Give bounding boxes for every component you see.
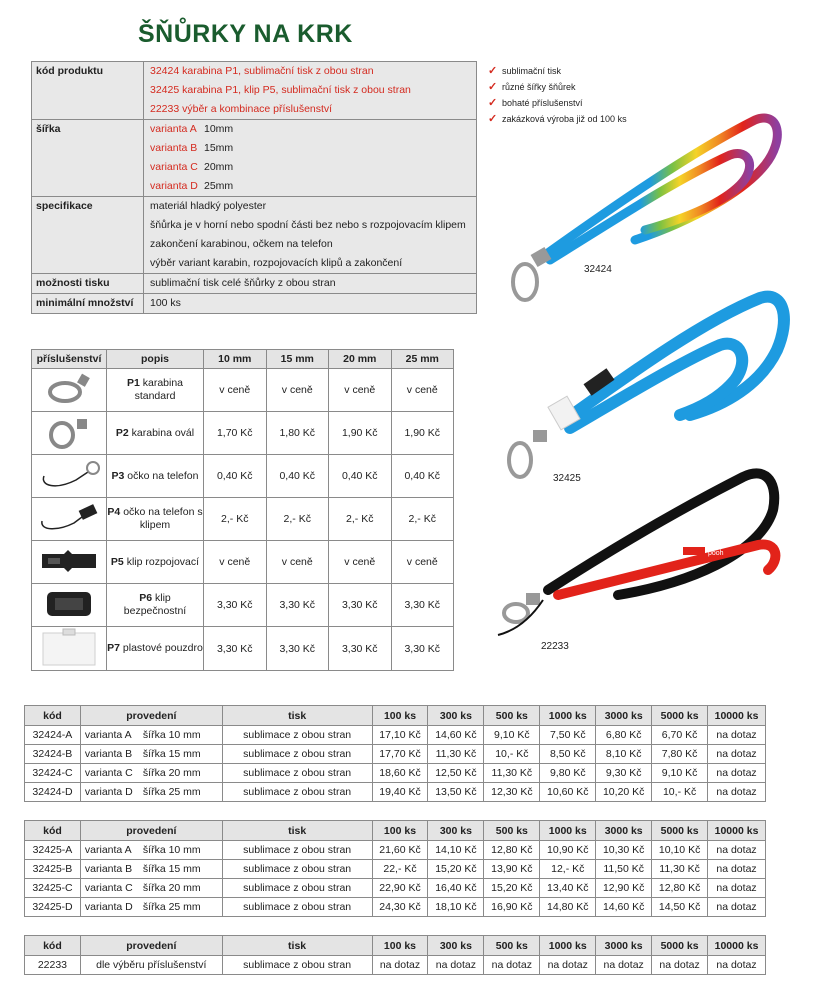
- table-row: [32, 455, 454, 498]
- table-row: [25, 860, 766, 879]
- accessory-image-cell: [32, 455, 107, 498]
- feature-text: sublimační tisk: [502, 66, 562, 76]
- feature-text: zakázková výroba již od 100 ks: [502, 114, 627, 124]
- spec-value: materiál hladký polyester: [150, 200, 267, 212]
- price-cell: 24,30 Kč: [372, 898, 428, 917]
- column-header: 5000 ks: [652, 706, 708, 726]
- price-cell: 11,30 Kč: [652, 860, 708, 879]
- price-cell: na dotaz: [708, 764, 766, 783]
- print-cell: sublimace z obou stran: [222, 879, 372, 898]
- price-cell: 9,30 Kč: [596, 764, 652, 783]
- print-cell: sublimace z obou stran: [222, 898, 372, 917]
- table-row: [25, 726, 766, 745]
- variant-size: 20mm: [204, 161, 234, 173]
- print-cell: sublimace z obou stran: [222, 956, 372, 975]
- column-header: 1000 ks: [540, 936, 596, 956]
- spec-value: 22233 výběr a kombinace příslušenství: [150, 103, 333, 115]
- price-cell: 1,90 Kč: [391, 412, 454, 455]
- price-cell: 14,50 Kč: [652, 898, 708, 917]
- column-header: 500 ks: [484, 706, 540, 726]
- spec-table: [31, 61, 477, 314]
- price-table-32424: [24, 705, 766, 802]
- table-row: [32, 541, 454, 584]
- release-clip-icon: [38, 546, 100, 576]
- price-cell: 0,40 Kč: [204, 455, 267, 498]
- price-cell: 8,50 Kč: [540, 745, 596, 764]
- price-cell: v ceně: [329, 541, 392, 584]
- price-cell: 22,- Kč: [372, 860, 428, 879]
- price-cell: na dotaz: [708, 860, 766, 879]
- price-cell: 15,20 Kč: [484, 879, 540, 898]
- code-cell: 32424-D: [25, 783, 81, 802]
- price-cell: na dotaz: [428, 956, 484, 975]
- price-cell: 14,60 Kč: [428, 726, 484, 745]
- price-cell: 3,30 Kč: [204, 584, 267, 627]
- print-cell: sublimace z obou stran: [222, 745, 372, 764]
- variant-cell: varianta A šířka 10 mm: [80, 726, 222, 745]
- column-header: tisk: [222, 821, 372, 841]
- table-row: [25, 841, 766, 860]
- price-cell: 3,30 Kč: [204, 627, 267, 671]
- column-header: tisk: [222, 706, 372, 726]
- code-cell: 32424-B: [25, 745, 81, 764]
- column-header: příslušenství: [32, 350, 107, 369]
- price-cell: 14,60 Kč: [596, 898, 652, 917]
- spec-value: výběr variant karabin, rozpojovacích klipů a zakončení: [150, 257, 403, 269]
- column-header: 3000 ks: [596, 936, 652, 956]
- variant-name: varianta C: [150, 161, 198, 173]
- checkmark-icon: ✓: [488, 113, 498, 125]
- column-header: 3000 ks: [596, 706, 652, 726]
- accessory-desc: P4 očko na telefon s klipem: [107, 498, 204, 541]
- column-header: 300 ks: [428, 706, 484, 726]
- lanyard-print-text: www.yourcompany.com: [640, 296, 715, 352]
- price-table-22233: [24, 935, 766, 975]
- image-label: 22233: [541, 641, 569, 652]
- variant-cell: varianta D šířka 25 mm: [80, 898, 222, 917]
- accessory-image-cell: [32, 584, 107, 627]
- price-cell: 2,- Kč: [329, 498, 392, 541]
- table-row: [25, 764, 766, 783]
- price-cell: 10,- Kč: [652, 783, 708, 802]
- accessory-desc: P2 karabina ovál: [107, 412, 204, 455]
- price-cell: v ceně: [391, 369, 454, 412]
- spec-row-print: [32, 274, 476, 294]
- spec-row-minimum: [32, 294, 476, 313]
- column-header: 100 ks: [372, 936, 428, 956]
- price-cell: v ceně: [204, 541, 267, 584]
- code-cell: 32424-C: [25, 764, 81, 783]
- feature-item: [488, 79, 627, 95]
- accessory-image-cell: [32, 498, 107, 541]
- feature-item: [488, 95, 627, 111]
- table-header-row: [25, 706, 766, 726]
- price-cell: 17,10 Kč: [372, 726, 428, 745]
- variant-size: 25mm: [204, 180, 234, 192]
- column-header: 5000 ks: [652, 821, 708, 841]
- column-header: 10000 ks: [708, 706, 766, 726]
- table-row: [32, 498, 454, 541]
- column-header: 100 ks: [372, 821, 428, 841]
- price-cell: 6,70 Kč: [652, 726, 708, 745]
- column-header: tisk: [222, 936, 372, 956]
- column-header: 10000 ks: [708, 821, 766, 841]
- image-label: 32425: [553, 473, 581, 484]
- price-cell: 0,40 Kč: [329, 455, 392, 498]
- price-cell: 10,60 Kč: [540, 783, 596, 802]
- image-label: 32424: [584, 264, 612, 275]
- safety-clip-icon: [43, 588, 95, 620]
- feature-text: bohaté příslušenství: [502, 98, 583, 108]
- print-cell: sublimace z obou stran: [222, 841, 372, 860]
- accessories-table: [31, 349, 454, 671]
- price-cell: 9,10 Kč: [484, 726, 540, 745]
- spec-row-specification: [32, 197, 476, 274]
- column-header: 1000 ks: [540, 706, 596, 726]
- price-cell: 15,20 Kč: [428, 860, 484, 879]
- print-cell: sublimace z obou stran: [222, 783, 372, 802]
- price-cell: 3,30 Kč: [391, 627, 454, 671]
- price-cell: 18,10 Kč: [428, 898, 484, 917]
- price-cell: 16,90 Kč: [484, 898, 540, 917]
- spec-value: 32424 karabina P1, sublimační tisk z obou stran: [150, 65, 374, 77]
- spec-value: šňůrka je v horní nebo spodní části bez nebo s rozpojovacím klipem: [150, 219, 466, 231]
- column-header: 500 ks: [484, 936, 540, 956]
- price-cell: 1,70 Kč: [204, 412, 267, 455]
- price-cell: 2,- Kč: [204, 498, 267, 541]
- price-cell: 10,10 Kč: [652, 841, 708, 860]
- price-cell: 1,80 Kč: [266, 412, 329, 455]
- price-cell: v ceně: [266, 369, 329, 412]
- spec-label: šířka: [32, 120, 144, 196]
- table-row: [25, 783, 766, 802]
- price-table-32425: [24, 820, 766, 917]
- variant-cell: varianta A šířka 10 mm: [80, 841, 222, 860]
- spec-value: 32425 karabina P1, klip P5, sublimační tisk z obou stran: [150, 84, 411, 96]
- variant-size: 10mm: [204, 123, 234, 135]
- spec-value: sublimační tisk celé šňůrky z obou stran: [150, 277, 336, 289]
- accessory-desc: P1 karabina standard: [107, 369, 204, 412]
- price-cell: v ceně: [391, 541, 454, 584]
- variant-cell: varianta D šířka 25 mm: [80, 783, 222, 802]
- price-cell: 11,50 Kč: [596, 860, 652, 879]
- price-cell: 10,20 Kč: [596, 783, 652, 802]
- price-cell: na dotaz: [372, 956, 428, 975]
- column-header: 25 mm: [391, 350, 454, 369]
- price-cell: 3,30 Kč: [266, 627, 329, 671]
- column-header: 10 mm: [204, 350, 267, 369]
- price-cell: 19,40 Kč: [372, 783, 428, 802]
- accessory-desc: P5 klip rozpojovací: [107, 541, 204, 584]
- carabiner-oval-icon: [47, 415, 91, 449]
- price-cell: 9,80 Kč: [540, 764, 596, 783]
- price-cell: 12,- Kč: [540, 860, 596, 879]
- price-cell: 8,10 Kč: [596, 745, 652, 764]
- price-cell: na dotaz: [708, 783, 766, 802]
- price-cell: 10,30 Kč: [596, 841, 652, 860]
- phone-loop-clip-icon: [36, 501, 102, 535]
- feature-text: různé šířky šňůrek: [502, 82, 576, 92]
- price-cell: 1,90 Kč: [329, 412, 392, 455]
- accessory-desc: P6 klip bezpečnostní: [107, 584, 204, 627]
- lanyard-print-text: pooh: [708, 550, 724, 557]
- table-row: [25, 879, 766, 898]
- price-cell: 22,90 Kč: [372, 879, 428, 898]
- variant-cell: varianta B šířka 15 mm: [80, 860, 222, 879]
- column-header: 100 ks: [372, 706, 428, 726]
- price-cell: 6,80 Kč: [596, 726, 652, 745]
- carabiner-standard-icon: [47, 372, 91, 406]
- column-header: 3000 ks: [596, 821, 652, 841]
- code-cell: 32425-A: [25, 841, 81, 860]
- price-cell: na dotaz: [708, 745, 766, 764]
- checkmark-icon: ✓: [488, 97, 498, 109]
- spec-value: zakončení karabinou, očkem na telefon: [150, 238, 333, 250]
- column-header: kód: [25, 936, 81, 956]
- column-header: provedení: [80, 706, 222, 726]
- table-header-row: [25, 821, 766, 841]
- accessory-image-cell: [32, 627, 107, 671]
- column-header: 10000 ks: [708, 936, 766, 956]
- price-cell: v ceně: [266, 541, 329, 584]
- lanyard-black-red-image: [488, 465, 798, 645]
- accessory-image-cell: [32, 369, 107, 412]
- lanyard-blue-clip-image: [495, 290, 795, 490]
- price-cell: 7,50 Kč: [540, 726, 596, 745]
- price-cell: 14,80 Kč: [540, 898, 596, 917]
- variant-cell: varianta C šířka 20 mm: [80, 879, 222, 898]
- spec-label: možnosti tisku: [32, 274, 144, 293]
- price-cell: 2,- Kč: [391, 498, 454, 541]
- table-row: [25, 898, 766, 917]
- spec-label: kód produktu: [32, 62, 144, 119]
- price-cell: 12,80 Kč: [652, 879, 708, 898]
- spec-label: minimální množství: [32, 294, 144, 313]
- variant-cell: varianta B šířka 15 mm: [80, 745, 222, 764]
- phone-loop-icon: [36, 458, 102, 492]
- price-cell: 10,90 Kč: [540, 841, 596, 860]
- accessory-desc: P7 plastové pouzdro: [107, 627, 204, 671]
- variant-cell: dle výběru příslušenství: [80, 956, 222, 975]
- price-cell: 10,- Kč: [484, 745, 540, 764]
- price-cell: 12,50 Kč: [428, 764, 484, 783]
- price-cell: 3,30 Kč: [329, 584, 392, 627]
- price-cell: 12,30 Kč: [484, 783, 540, 802]
- table-row: [25, 956, 766, 975]
- variant-name: varianta A: [150, 123, 197, 135]
- price-cell: 3,30 Kč: [391, 584, 454, 627]
- column-header: provedení: [80, 936, 222, 956]
- price-cell: na dotaz: [708, 879, 766, 898]
- price-cell: na dotaz: [708, 898, 766, 917]
- price-cell: 7,80 Kč: [652, 745, 708, 764]
- code-cell: 32425-C: [25, 879, 81, 898]
- accessory-image-cell: [32, 541, 107, 584]
- variant-size: 15mm: [204, 142, 234, 154]
- table-row: [32, 412, 454, 455]
- price-cell: na dotaz: [708, 841, 766, 860]
- column-header: popis: [107, 350, 204, 369]
- price-cell: 0,40 Kč: [266, 455, 329, 498]
- lanyard-rainbow-image: [495, 110, 795, 310]
- spec-row-width: [32, 120, 476, 197]
- column-header: 500 ks: [484, 821, 540, 841]
- checkmark-icon: ✓: [488, 65, 498, 77]
- price-cell: 14,10 Kč: [428, 841, 484, 860]
- price-cell: 11,30 Kč: [484, 764, 540, 783]
- table-header-row: [32, 350, 454, 369]
- price-cell: na dotaz: [708, 956, 766, 975]
- column-header: 20 mm: [329, 350, 392, 369]
- column-header: kód: [25, 821, 81, 841]
- price-cell: 9,10 Kč: [652, 764, 708, 783]
- spec-label: specifikace: [32, 197, 144, 273]
- table-row: [32, 627, 454, 671]
- column-header: 1000 ks: [540, 821, 596, 841]
- price-cell: na dotaz: [652, 956, 708, 975]
- price-cell: 0,40 Kč: [391, 455, 454, 498]
- price-cell: 3,30 Kč: [329, 627, 392, 671]
- price-cell: v ceně: [329, 369, 392, 412]
- feature-item: [488, 63, 627, 79]
- column-header: 300 ks: [428, 821, 484, 841]
- price-cell: 13,50 Kč: [428, 783, 484, 802]
- table-row: [25, 745, 766, 764]
- price-cell: 16,40 Kč: [428, 879, 484, 898]
- spec-row-product-code: [32, 62, 476, 120]
- variant-name: varianta B: [150, 142, 198, 154]
- price-cell: 13,90 Kč: [484, 860, 540, 879]
- table-row: [32, 369, 454, 412]
- print-cell: sublimace z obou stran: [222, 860, 372, 879]
- variant-cell: varianta C šířka 20 mm: [80, 764, 222, 783]
- variant-name: varianta D: [150, 180, 198, 192]
- table-row: [32, 584, 454, 627]
- price-cell: na dotaz: [484, 956, 540, 975]
- price-cell: 21,60 Kč: [372, 841, 428, 860]
- price-cell: 2,- Kč: [266, 498, 329, 541]
- print-cell: sublimace z obou stran: [222, 726, 372, 745]
- code-cell: 32424-A: [25, 726, 81, 745]
- price-cell: na dotaz: [540, 956, 596, 975]
- accessory-desc: P3 očko na telefon: [107, 455, 204, 498]
- price-cell: 3,30 Kč: [266, 584, 329, 627]
- price-cell: 12,80 Kč: [484, 841, 540, 860]
- price-cell: 11,30 Kč: [428, 745, 484, 764]
- column-header: provedení: [80, 821, 222, 841]
- code-cell: 32425-B: [25, 860, 81, 879]
- column-header: 15 mm: [266, 350, 329, 369]
- print-cell: sublimace z obou stran: [222, 764, 372, 783]
- page-title: ŠŇŮRKY NA KRK: [138, 20, 353, 48]
- price-cell: 18,60 Kč: [372, 764, 428, 783]
- price-cell: 12,90 Kč: [596, 879, 652, 898]
- plastic-holder-icon: [39, 627, 99, 667]
- column-header: kód: [25, 706, 81, 726]
- price-cell: 13,40 Kč: [540, 879, 596, 898]
- price-cell: v ceně: [204, 369, 267, 412]
- checkmark-icon: ✓: [488, 81, 498, 93]
- table-header-row: [25, 936, 766, 956]
- price-cell: na dotaz: [708, 726, 766, 745]
- column-header: 300 ks: [428, 936, 484, 956]
- price-cell: na dotaz: [596, 956, 652, 975]
- spec-value: 100 ks: [150, 297, 181, 309]
- accessory-image-cell: [32, 412, 107, 455]
- column-header: 5000 ks: [652, 936, 708, 956]
- code-cell: 22233: [25, 956, 81, 975]
- price-cell: 17,70 Kč: [372, 745, 428, 764]
- code-cell: 32425-D: [25, 898, 81, 917]
